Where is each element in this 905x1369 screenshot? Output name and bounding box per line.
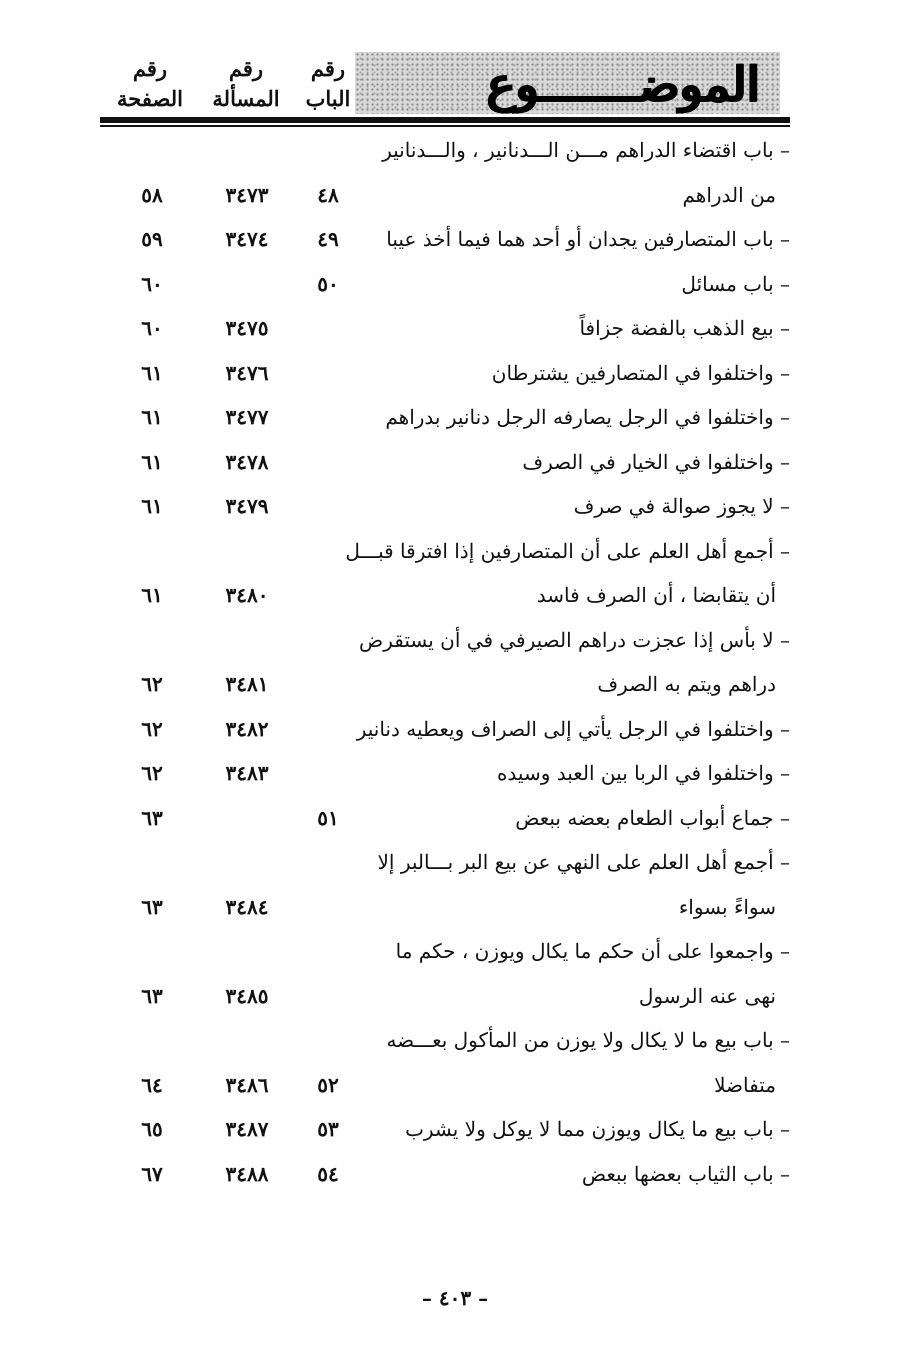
page-ref-number: ٦٣ [141, 983, 163, 1008]
table-row [100, 796, 790, 841]
column-header-line2: الباب [305, 86, 351, 111]
page-ref-number: ٥٨ [141, 182, 163, 207]
table-row [100, 662, 790, 707]
topic-text: سواءً بسواء [678, 894, 776, 919]
table-row [100, 217, 790, 262]
topic-text: – أجمع أهل العلم على النهي عن بيع البر بـــالبر إلا [377, 850, 790, 874]
topic-text: – واختلفوا في المتصارفين يشترطان [491, 360, 790, 385]
table-row [100, 618, 790, 663]
column-header-line2: الصفحة [117, 86, 183, 111]
issue-number: ٣٤٧٣ [225, 182, 269, 207]
topic-text: متفاضلا [714, 1072, 776, 1097]
table-row [100, 974, 790, 1019]
table-row [100, 1063, 790, 1108]
topic-text: – واختلفوا في الرجل يأتي إلى الصراف ويعطيه دنانير [356, 716, 790, 741]
topic-text: – لا يجوز صوالة في صرف [573, 494, 790, 518]
index-table [100, 128, 790, 1196]
topic-text: – واجمعوا على أن حكم ما يكال ويوزن ، حكم ما [395, 939, 790, 963]
issue-number: ٣٤٨٦ [225, 1072, 269, 1097]
table-row [100, 1107, 790, 1152]
topic-text: – جماع أبواب الطعام بعضه ببعض [515, 805, 790, 830]
table-row [100, 262, 790, 307]
topic-title: الموضـــــــوع [486, 57, 760, 113]
table-row [100, 173, 790, 218]
issue-number: ٣٤٨٣ [225, 761, 269, 785]
issue-number: ٣٤٨١ [225, 672, 269, 696]
issue-number: ٣٤٧٤ [225, 227, 269, 251]
table-row [100, 751, 790, 796]
topic-text: – باب مسائل [681, 271, 790, 296]
topic-text: – باب اقتضاء الدراهم مـــن الـــدنانير ، والـــدنانير [382, 138, 790, 162]
issue-number: ٣٤٨٤ [225, 894, 269, 919]
topic-text: أن يتقابضا ، أن الصرف فاسد [536, 583, 776, 607]
table-row [100, 128, 790, 173]
page-ref-number: ٦١ [141, 360, 163, 385]
table-row [100, 440, 790, 485]
page-ref-number: ٦١ [141, 494, 163, 518]
page-ref-number: ٦٠ [141, 316, 163, 340]
issue-number-column-header [206, 54, 286, 114]
topic-text: – أجمع أهل العلم على أن المتصارفين إذا افترقا قبـــل [345, 538, 790, 563]
page-ref-number: ٦٥ [141, 1117, 163, 1141]
page-ref-number: ٦١ [141, 449, 163, 474]
issue-number: ٣٤٧٩ [225, 494, 269, 518]
topic-text: – باب بيع ما يكال ويوزن مما لا يوكل ولا يشرب [405, 1117, 790, 1141]
topic-text: – لا بأس إذا عجزت دراهم الصيرفي في أن يستقرض [359, 627, 790, 652]
chapter-number: ٥٠ [317, 271, 339, 296]
page-ref-number: ٦٤ [141, 1072, 163, 1097]
page-ref-number: ٦٢ [141, 716, 163, 741]
topic-text: – واختلفوا في الخيار في الصرف [522, 449, 790, 474]
table-row [100, 1018, 790, 1063]
chapter-number: ٤٩ [317, 227, 339, 251]
chapter-number: ٤٨ [317, 182, 339, 207]
table-row [100, 929, 790, 974]
column-header-line1: رقم [132, 56, 168, 81]
column-header-line1: رقم [310, 56, 346, 81]
page-ref-number: ٦٠ [141, 271, 163, 296]
topic-text: نهى عنه الرسول [638, 983, 776, 1008]
issue-number: ٣٤٨٧ [225, 1117, 269, 1141]
table-row [100, 840, 790, 885]
table-row [100, 885, 790, 930]
page-number-column-header [110, 54, 190, 114]
chapter-number: ٥١ [317, 805, 339, 830]
header-rule-thick [100, 117, 790, 123]
topic-title-box [355, 52, 780, 114]
table-row [100, 1152, 790, 1197]
topic-text: – باب الثياب بعضها ببعض [581, 1161, 790, 1186]
column-header-line1: رقم [228, 56, 264, 81]
chapter-number: ٥٢ [317, 1072, 339, 1097]
page-ref-number: ٦١ [141, 405, 163, 429]
table-row [100, 484, 790, 529]
topic-text: من الدراهم [682, 182, 776, 207]
table-row [100, 573, 790, 618]
table-row [100, 707, 790, 752]
page-ref-number: ٦٢ [141, 761, 163, 785]
table-row [100, 351, 790, 396]
issue-number: ٣٤٧٦ [225, 360, 269, 385]
issue-number: ٣٤٧٨ [225, 449, 269, 474]
topic-text: – واختلفوا في الربا بين العبد وسيده [496, 761, 790, 785]
page-ref-number: ٦٢ [141, 672, 163, 696]
page-ref-number: ٦٣ [141, 894, 163, 919]
issue-number: ٣٤٧٧ [225, 405, 269, 429]
topic-text: – باب المتصارفين يجدان أو أحد هما فيما أخذ عيبا [386, 227, 790, 251]
chapter-number: ٥٤ [317, 1161, 339, 1186]
page-ref-number: ٦٧ [141, 1161, 163, 1186]
issue-number: ٣٤٨٨ [225, 1161, 269, 1186]
table-row [100, 306, 790, 351]
topic-text: – باب بيع ما لا يكال ولا يوزن من المأكول بعـــضه [386, 1028, 790, 1052]
chapter-number: ٥٣ [317, 1117, 339, 1141]
page-number: – ٤٠٣ – [421, 1286, 489, 1310]
page-ref-number: ٦١ [141, 583, 163, 607]
topic-text: دراهم ويتم به الصرف [597, 672, 776, 696]
column-header-line2: المسألة [212, 86, 280, 111]
issue-number: ٣٤٨٥ [225, 983, 269, 1008]
issue-number: ٣٤٧٥ [225, 316, 269, 340]
table-row [100, 395, 790, 440]
issue-number: ٣٤٨٢ [225, 716, 269, 741]
topic-text: – بيع الذهب بالفضة جزافاً [579, 316, 790, 340]
page-ref-number: ٥٩ [141, 227, 163, 251]
header-rule-thin [100, 125, 790, 127]
topic-text: – واختلفوا في الرجل يصارفه الرجل دنانير بدراهم [385, 405, 790, 429]
table-row [100, 529, 790, 574]
page-ref-number: ٦٣ [141, 805, 163, 830]
issue-number: ٣٤٨٠ [225, 583, 269, 607]
